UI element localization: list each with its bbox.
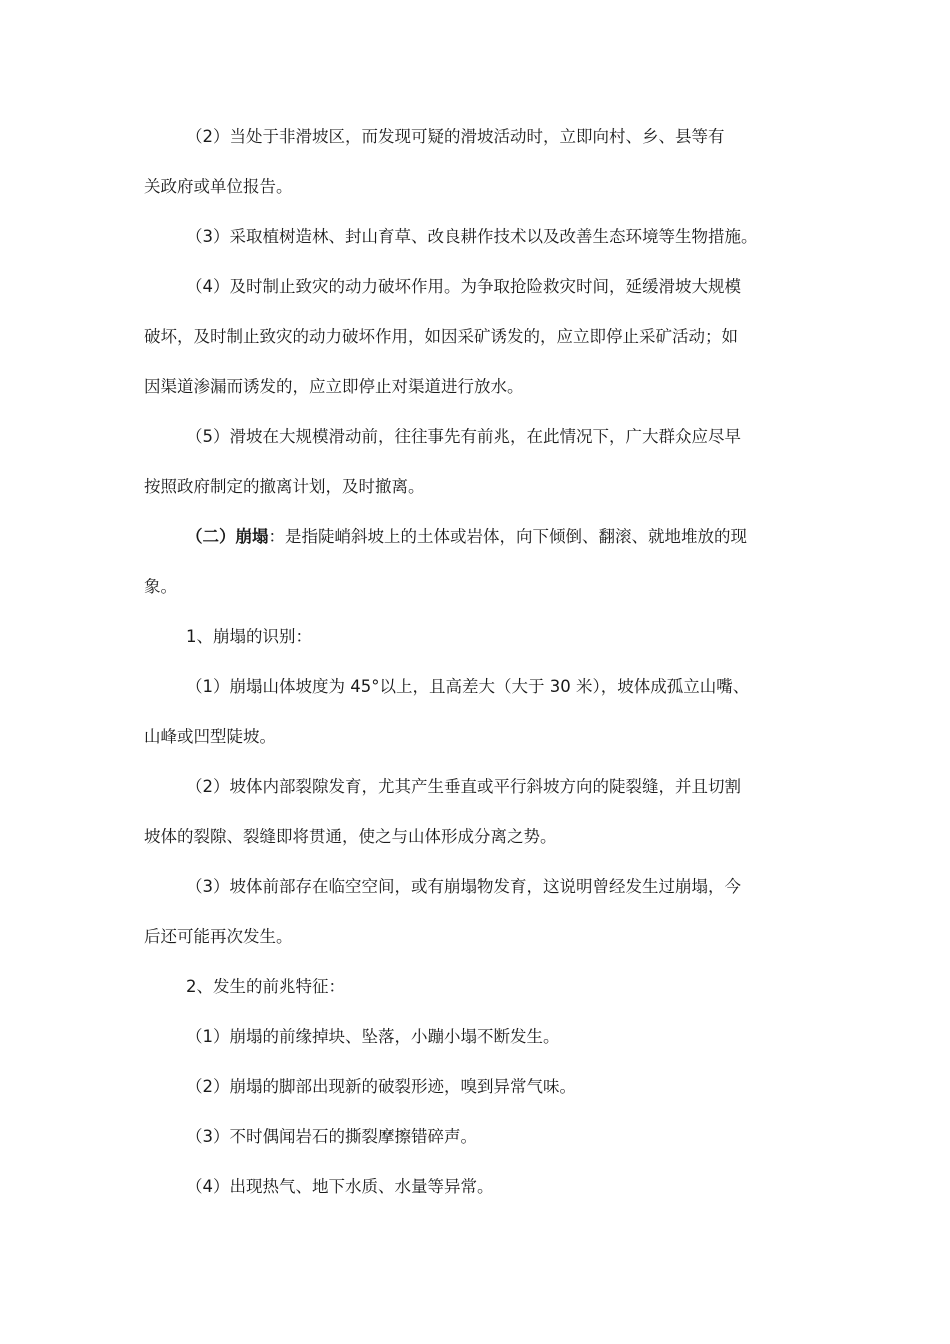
text-line: （2）坡体内部裂隙发育，尤其产生垂直或平行斜坡方向的陡裂缝，并且切割 xyxy=(186,777,741,796)
text-line: （3）坡体前部存在临空空间，或有崩塌物发育，这说明曾经发生过崩塌，今 xyxy=(186,877,741,896)
paragraph-evacuation xyxy=(144,412,764,512)
text-line: 关政府或单位报告。 xyxy=(144,177,293,196)
paragraph-water-anomalies xyxy=(144,1162,764,1212)
paragraph-falling-blocks xyxy=(144,1012,764,1062)
text-line: 2、发生的前兆特征： xyxy=(186,977,345,996)
section-heading-collapse: （二）崩塌 xyxy=(186,527,269,546)
paragraph-biological-measures xyxy=(144,212,764,262)
text-line: 破坏，及时制止致灾的动力破坏作用，如因采矿诱发的，应立即停止采矿活动；如 xyxy=(144,327,738,346)
text-line: 山峰或凹型陡坡。 xyxy=(144,727,276,746)
paragraph-fractures xyxy=(144,762,764,862)
paragraph-new-cracks xyxy=(144,1062,764,1112)
heading-collapse-identification xyxy=(144,612,764,662)
text-line: （3）采取植树造林、封山育草、改良耕作技术以及改善生态环境等生物措施。 xyxy=(186,227,758,246)
text-line: （5）滑坡在大规模滑动前，往往事先有前兆，在此情况下，广大群众应尽早 xyxy=(186,427,741,446)
text-line: （4）出现热气、地下水质、水量等异常。 xyxy=(186,1177,494,1196)
text-line: （4）及时制止致灾的动力破坏作用。为争取抢险救灾时间，延缓滑坡大规模 xyxy=(186,277,741,296)
paragraph-rock-sounds xyxy=(144,1112,764,1162)
heading-precursor-features xyxy=(144,962,764,1012)
paragraph-landslide-report xyxy=(144,112,764,212)
text-line: （2）当处于非滑坡区，而发现可疑的滑坡活动时，立即向村、乡、县等有 xyxy=(186,127,725,146)
paragraph-slope-angle xyxy=(144,662,764,762)
text-run: ：是指陡峭斜坡上的土体或岩体，向下倾倒、翻滚、就地堆放的现 xyxy=(268,527,747,546)
text-line xyxy=(144,512,764,562)
text-line: 因渠道渗漏而诱发的，应立即停止对渠道进行放水。 xyxy=(144,377,524,396)
text-line: （2）崩塌的脚部出现新的破裂形迹，嗅到异常气味。 xyxy=(186,1077,576,1096)
text-line: 按照政府制定的撤离计划，及时撤离。 xyxy=(144,477,425,496)
text-line: 后还可能再次发生。 xyxy=(144,927,293,946)
text-line: 坡体的裂隙、裂缝即将贯通，使之与山体形成分离之势。 xyxy=(144,827,557,846)
text-line: （1）崩塌山体坡度为 45°以上，且高差大（大于 30 米），坡体成孤立山嘴、 xyxy=(186,677,750,696)
text-line: 1、崩塌的识别： xyxy=(186,627,312,646)
paragraph-collapse-definition xyxy=(144,512,764,612)
text-line: （1）崩塌的前缘掉块、坠落，小蹦小塌不断发生。 xyxy=(186,1027,560,1046)
paragraph-empty-space xyxy=(144,862,764,962)
paragraph-stop-destruction xyxy=(144,262,764,412)
text-line: （3）不时偶闻岩石的撕裂摩擦错碎声。 xyxy=(186,1127,477,1146)
text-line: 象。 xyxy=(144,577,177,596)
